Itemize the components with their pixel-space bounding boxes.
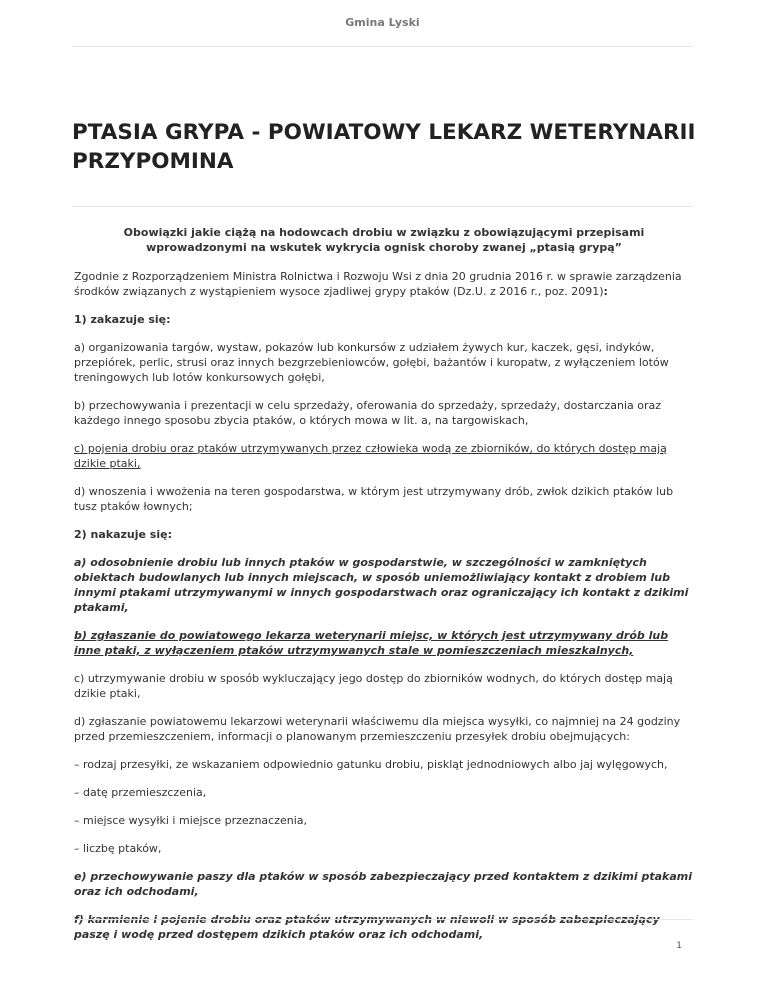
section1-heading: 1) zakazuje się: bbox=[74, 313, 171, 326]
intro-colon: : bbox=[603, 285, 608, 298]
page-header bbox=[72, 0, 693, 47]
section1-item-b: b) przechowywania i prezentacji w celu sprzedaży, oferowania do sprzedaży, sprzedaży, dostarczania oraz każdego innego sposobu zbycia ptaków, o których mowa w lit. a, na targowiskach, bbox=[74, 399, 662, 427]
title-divider bbox=[72, 206, 693, 207]
site-name: Gmina Lyski bbox=[345, 16, 420, 29]
section2-subitem-place: – miejsce wysyłki i miejsce przeznaczenia, bbox=[74, 814, 308, 827]
section2-subitem-count: – liczbę ptaków, bbox=[74, 842, 162, 855]
section2-item-e: e) przechowywanie paszy dla ptaków w sposób zabezpieczający przed kontaktem z dzikimi ptakami oraz ich odchodami, bbox=[74, 870, 693, 898]
section2-subitem-date: – datę przemieszczenia, bbox=[74, 786, 207, 799]
intro-paragraph bbox=[74, 269, 694, 299]
section2-subitem-type: – rodzaj przesyłki, ze wskazaniem odpowiednio gatunku drobiu, piskląt jednodniowych albo jaj wylęgowych, bbox=[74, 758, 668, 771]
section2-item-a: a) odosobnienie drobiu lub innych ptaków w gospodarstwie, w szczególności w zamkniętych obiektach budowlanych lub innych miejscach, w sposób uniemożliwiający kontakt z drobiem lub innymi ptakami utrzymywanymi w innych gospodarstwach oraz ograniczający ich kontakt z dzikimi ptakami, bbox=[74, 556, 689, 614]
section1-item-a: a) organizowania targów, wystaw, pokazów lub konkursów z udziałem żywych kur, kaczek, gęsi, indyków, przepiórek, perlic, strusi oraz innych bezgrzebieniowców, gołębi, bażantów i kuropatw, z wyłączeniem lotów treningowych lub lotów konkursowych gołębi, bbox=[74, 341, 669, 384]
section2-item-f: f) karmienie i pojenie drobiu oraz ptaków utrzymywanych w niewoli w sposób zabezpieczający paszę i wodę przed dostępem dzikich ptaków oraz ich odchodami, bbox=[74, 913, 660, 941]
section2-item-c: c) utrzymywanie drobiu w sposób wykluczający jego dostęp do zbiorników wodnych, do których dostęp mają dzikie ptaki, bbox=[74, 672, 673, 700]
page-number: 1 bbox=[676, 941, 682, 951]
section2-item-b: b) zgłaszanie do powiatowego lekarza weterynarii miejsc, w których jest utrzymywany drób lub inne ptaki, z wyłączeniem ptaków utrzymywanych stale w pomieszczeniach mieszkalnych, bbox=[74, 629, 669, 657]
section1-item-c: c) pojenia drobiu oraz ptaków utrzymywanych przez człowieka wodą ze zbiorników, do których dostęp mają dzikie ptaki, bbox=[74, 442, 667, 470]
page-footer-divider bbox=[72, 919, 693, 920]
intro-heading: Obowiązki jakie ciążą na hodowcach drobiu w związku z obowiązującymi przepisami wprowadzonymi na wskutek wykrycia ognisk choroby zwanej „ptasią grypą” bbox=[123, 226, 645, 254]
section2-heading: 2) nakazuje się: bbox=[74, 528, 172, 541]
section1-item-d: d) wnoszenia i wwożenia na teren gospodarstwa, w którym jest utrzymywany drób, zwłok dzikich ptaków lub tusz ptaków łownych; bbox=[74, 485, 674, 513]
intro-text: Zgodnie z Rozporządzeniem Ministra Rolnictwa i Rozwoju Wsi z dnia 20 grudnia 2016 r. w sprawie zarządzenia środków związanych z wystąpieniem wysoce zjadliwej grypy ptaków (Dz.U. z 2016 r., poz. 2091) bbox=[74, 270, 682, 298]
page-title: PTASIA GRYPA - POWIATOWY LEKARZ WETERYNARII PRZYPOMINA bbox=[72, 120, 696, 174]
section2-item-d: d) zgłaszanie powiatowemu lekarzowi weterynarii właściwemu dla miejsca wysyłki, co najmniej na 24 godziny przed przemieszczeniem, informacji o planowanym przemieszczeniu przesyłek drobiu obejmujących: bbox=[74, 715, 681, 743]
article-body bbox=[74, 225, 694, 955]
